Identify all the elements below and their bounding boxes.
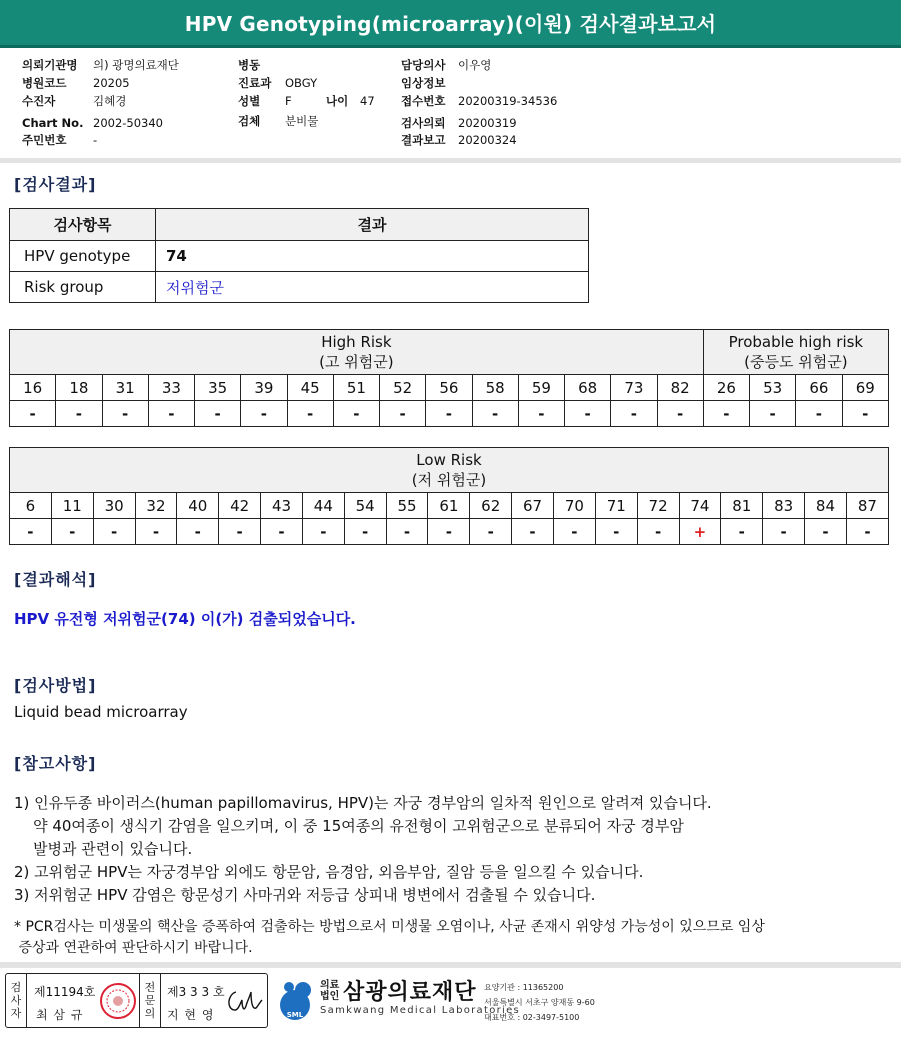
info-value: 2002-50340 [93, 116, 163, 130]
result-header-item: 검사항목 [10, 209, 156, 241]
low-type-44: 44 [302, 493, 344, 519]
info-label: Chart No. [22, 116, 84, 130]
result-mark: - [399, 404, 406, 423]
low-result-83 [763, 519, 805, 545]
high-type-68: 68 [565, 375, 611, 401]
high-result-51 [333, 401, 379, 427]
section-title-method: [검사방법] [14, 676, 97, 695]
result-mark: - [236, 522, 243, 541]
result-mark: + [693, 522, 707, 541]
info-label: 나이 [326, 94, 349, 108]
low-type-87: 87 [846, 493, 888, 519]
high-type-82: 82 [657, 375, 703, 401]
result-mark: - [278, 522, 285, 541]
lab-code: 요양기관 : 11365200 [484, 983, 564, 992]
result-mark: - [75, 404, 82, 423]
result-mark: - [677, 404, 684, 423]
low-result-54 [344, 519, 386, 545]
high-result-26 [703, 401, 749, 427]
result-mark: - [168, 404, 175, 423]
info-label: 병동 [238, 58, 261, 72]
low-result-44 [302, 519, 344, 545]
result-mark: - [214, 404, 221, 423]
info-value: 20200319 [458, 116, 517, 130]
info-label: 접수번호 [401, 94, 446, 108]
result-mark: - [194, 522, 201, 541]
result-mark: - [769, 404, 776, 423]
info-label: 성별 [238, 94, 261, 108]
high-risk-sublabel: (고 위험군) [319, 353, 394, 371]
high-result-52 [380, 401, 426, 427]
result-mark: - [529, 522, 536, 541]
info-label: 검체 [238, 114, 261, 128]
high-result-35 [195, 401, 241, 427]
low-risk-label: Low Risk [416, 451, 482, 469]
probable-risk-sublabel: (중등도 위험군) [744, 353, 848, 371]
result-item: Risk group [10, 272, 156, 303]
info-label: 진료과 [238, 76, 272, 90]
info-label: 결과보고 [401, 133, 446, 147]
result-mark: - [353, 404, 360, 423]
result-mark: - [492, 404, 499, 423]
pcr-footnote [14, 917, 765, 959]
high-type-33: 33 [148, 375, 194, 401]
high-result-16 [10, 401, 56, 427]
result-mark: - [613, 522, 620, 541]
high-result-66 [796, 401, 842, 427]
result-mark: - [487, 522, 494, 541]
role-char: 전 [144, 981, 156, 994]
high-type-39: 39 [241, 375, 287, 401]
info-value: 20200319-34536 [458, 94, 558, 108]
low-result-62 [470, 519, 512, 545]
lab-logo-icon [272, 977, 320, 1027]
high-risk-header [10, 330, 704, 375]
low-type-70: 70 [553, 493, 595, 519]
high-result-18 [56, 401, 102, 427]
section-title-interpretation: [결과해석] [14, 570, 97, 589]
info-value: 47 [360, 94, 375, 108]
high-type-58: 58 [472, 375, 518, 401]
result-mark: - [654, 522, 662, 541]
info-value: 20205 [93, 76, 130, 90]
result-mark: - [110, 522, 118, 541]
high-result-59 [518, 401, 564, 427]
high-type-53: 53 [750, 375, 796, 401]
signature-box [5, 973, 268, 1028]
low-result-67 [512, 519, 554, 545]
high-type-35: 35 [195, 375, 241, 401]
low-type-62: 62 [470, 493, 512, 519]
role-char: 검 [10, 981, 22, 994]
result-mark: - [780, 522, 787, 541]
result-value-genotype: 74 [156, 241, 589, 272]
low-result-30 [93, 519, 135, 545]
tester-name: 최 삼 규 [36, 1008, 84, 1022]
note-line: 2) 고위험군 HPV는 자궁경부암 외에도 항문암, 음경암, 외음부암, 질암 등을 일으킬 수 있습니다. [14, 863, 644, 881]
low-type-40: 40 [177, 493, 219, 519]
result-table [9, 208, 589, 303]
result-mark: - [862, 404, 869, 423]
probable-risk-header [703, 330, 888, 375]
lab-logo-text: SML [286, 1011, 304, 1019]
lab-name-english: Samkwang Medical Laboratories [320, 1005, 521, 1016]
info-value: 김혜경 [93, 94, 127, 108]
high-type-18: 18 [56, 375, 102, 401]
role-char: 문 [144, 994, 156, 1007]
high-result-45 [287, 401, 333, 427]
method-text: Liquid bead microarray [14, 703, 188, 721]
high-type-16: 16 [10, 375, 56, 401]
result-mark: - [122, 404, 129, 423]
result-mark: - [738, 522, 745, 541]
low-risk-table [9, 447, 889, 545]
interpretation-text: HPV 유전형 저위험군(74) 이(가) 검출되었습니다. [14, 610, 356, 628]
info-label: 의뢰기관명 [22, 58, 78, 72]
high-type-66: 66 [796, 375, 842, 401]
info-value: 이우영 [458, 58, 492, 72]
lab-legal-label [320, 980, 339, 1002]
note-line: 발병과 관련이 있습니다. [14, 840, 193, 858]
separator-bar [0, 158, 901, 163]
low-type-72: 72 [637, 493, 679, 519]
signature-role-label [6, 974, 26, 1027]
result-mark: - [152, 522, 160, 541]
low-type-6: 6 [10, 493, 52, 519]
lab-legal-line: 의료 [320, 980, 340, 991]
low-result-11 [51, 519, 93, 545]
low-type-74: 74 [679, 493, 721, 519]
signature-role-label [140, 974, 160, 1027]
high-type-26: 26 [703, 375, 749, 401]
high-type-56: 56 [426, 375, 472, 401]
low-result-32 [135, 519, 177, 545]
signature-icon [224, 986, 264, 1016]
high-result-31 [102, 401, 148, 427]
info-value: 20200324 [458, 133, 517, 147]
tester-license-no: 제11194호 [34, 985, 96, 999]
low-type-30: 30 [93, 493, 135, 519]
low-result-42 [219, 519, 261, 545]
result-mark: - [584, 404, 591, 423]
section-title-result: [검사결과] [14, 175, 97, 194]
high-type-45: 45 [287, 375, 333, 401]
low-type-71: 71 [595, 493, 637, 519]
low-result-70 [553, 519, 595, 545]
doctor-name: 지 현 영 [167, 1008, 215, 1022]
low-type-32: 32 [135, 493, 177, 519]
role-char: 사 [10, 994, 22, 1007]
result-mark: - [307, 404, 314, 423]
result-mark: - [815, 404, 822, 423]
low-type-43: 43 [261, 493, 303, 519]
low-type-83: 83 [763, 493, 805, 519]
role-char: 의 [144, 1007, 156, 1020]
high-result-82 [657, 401, 703, 427]
lab-phone: 대표번호 : 02-3497-5100 [484, 1013, 580, 1022]
info-label: 병원코드 [22, 76, 67, 90]
report-header [0, 0, 901, 48]
low-risk-header [10, 448, 889, 493]
low-type-42: 42 [219, 493, 261, 519]
patient-info [0, 50, 901, 160]
low-result-61 [428, 519, 470, 545]
info-label: 담당의사 [401, 58, 446, 72]
result-mark: - [571, 522, 578, 541]
low-result-81 [721, 519, 763, 545]
high-type-31: 31 [102, 375, 148, 401]
low-result-84 [805, 519, 847, 545]
low-type-67: 67 [512, 493, 554, 519]
lab-name-korean: 삼광의료재단 [343, 980, 477, 1005]
note-line: 1) 인유두종 바이러스(human papillomavirus, HPV)는 자궁 경부암의 일차적 원인으로 알려져 있습니다. [14, 794, 712, 812]
info-value: 의) 광명의료재단 [93, 58, 179, 72]
signature-divider [26, 974, 27, 1027]
result-mark: - [362, 522, 369, 541]
low-result-72 [637, 519, 679, 545]
high-result-33 [148, 401, 194, 427]
low-type-55: 55 [386, 493, 428, 519]
result-item: HPV genotype [10, 241, 156, 272]
seal-stamp-icon [99, 980, 137, 1022]
info-value: OBGY [285, 76, 318, 90]
info-value: - [93, 133, 98, 147]
result-mark: - [445, 404, 452, 423]
result-value-risk: 저위험군 [156, 272, 589, 303]
high-result-68 [565, 401, 611, 427]
low-result-6 [10, 519, 52, 545]
low-result-74 [679, 519, 721, 545]
result-mark: - [320, 522, 327, 541]
low-result-40 [177, 519, 219, 545]
low-result-71 [595, 519, 637, 545]
section-title-reference: [참고사항] [14, 754, 97, 773]
info-label: 검사의뢰 [401, 116, 446, 130]
result-mark: - [723, 404, 730, 423]
result-mark: - [630, 404, 637, 423]
note-line: 약 40여종이 생식기 감염을 일으키며, 이 중 15여종의 유전형이 고위험군으로 분류되어 자궁 경부암 [14, 817, 684, 835]
result-mark: - [822, 522, 829, 541]
role-char: 자 [10, 1007, 22, 1020]
low-result-55 [386, 519, 428, 545]
footnote-line: * PCR검사는 미생물의 핵산을 증폭하여 검출하는 방법으로서 미생물 오염이나, 사균 존재시 위양성 가능성이 있으므로 임상 [14, 919, 765, 935]
high-risk-label: High Risk [321, 333, 392, 351]
result-mark: - [27, 522, 34, 541]
low-type-84: 84 [805, 493, 847, 519]
low-type-81: 81 [721, 493, 763, 519]
result-mark: - [260, 404, 267, 423]
info-label: 주민번호 [22, 133, 67, 147]
result-mark: - [29, 404, 36, 423]
high-result-56 [426, 401, 472, 427]
high-type-51: 51 [333, 375, 379, 401]
probable-risk-label: Probable high risk [728, 333, 864, 351]
doctor-license-no: 제3 3 3 호 [167, 985, 225, 999]
high-result-73 [611, 401, 657, 427]
lab-legal-line: 법인 [320, 991, 340, 1002]
low-type-61: 61 [428, 493, 470, 519]
high-risk-table [9, 329, 889, 427]
signature-divider [160, 974, 161, 1027]
lab-contact-info [484, 980, 595, 1025]
footnote-line: 증상과 연관하여 판단하시기 바랍니다. [14, 940, 253, 956]
result-mark: - [864, 522, 871, 541]
high-result-58 [472, 401, 518, 427]
report-title: HPV Genotyping(microarray)(이원) 검사결과보고서 [184, 12, 717, 36]
info-value: F [285, 94, 292, 108]
info-label: 수진자 [22, 94, 56, 108]
result-header-result: 결과 [156, 209, 589, 241]
result-mark: - [445, 522, 452, 541]
high-result-53 [750, 401, 796, 427]
separator-bar [0, 962, 901, 968]
result-mark: - [538, 404, 545, 423]
high-type-59: 59 [518, 375, 564, 401]
high-result-69 [842, 401, 889, 427]
high-type-73: 73 [611, 375, 657, 401]
lab-address: 서울특별시 서초구 양재동 9-60 [484, 998, 595, 1007]
low-risk-sublabel: (저 위험군) [411, 471, 487, 489]
high-result-39 [241, 401, 287, 427]
info-label: 임상정보 [401, 76, 446, 90]
high-type-52: 52 [380, 375, 426, 401]
note-line: 3) 저위험군 HPV 감염은 항문성기 사마귀와 저등급 상피내 병변에서 검출될 수 있습니다. [14, 886, 596, 904]
low-result-43 [261, 519, 303, 545]
reference-notes [14, 792, 712, 907]
high-type-69: 69 [842, 375, 889, 401]
result-mark: - [69, 522, 76, 541]
low-type-54: 54 [344, 493, 386, 519]
result-mark: - [403, 522, 411, 541]
info-value: 분비물 [285, 114, 319, 128]
low-result-87 [846, 519, 888, 545]
low-type-11: 11 [51, 493, 93, 519]
